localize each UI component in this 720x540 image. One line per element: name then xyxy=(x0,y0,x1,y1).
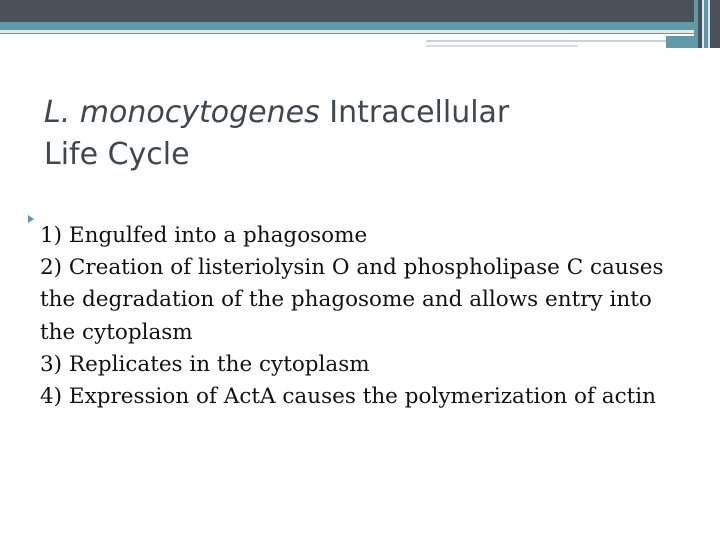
slide-title xyxy=(44,92,664,176)
decorative-rule-1 xyxy=(426,40,666,42)
corner-decoration xyxy=(694,0,720,48)
top-divider-line xyxy=(0,30,720,33)
top-header-bar xyxy=(0,0,720,22)
decorative-rule-2 xyxy=(426,45,578,47)
list-item: 4) Expression of ActA causes the polymerization of actin xyxy=(40,384,656,410)
bullet-marker-icon xyxy=(28,215,34,223)
top-accent-tail xyxy=(666,36,694,48)
list-item: 3) Replicates in the cytoplasm xyxy=(40,351,370,377)
title-text-part: Intracellular xyxy=(319,95,510,130)
list-item: 2) Creation of listeriolysin O and phospholipase C causes the degradation of the phagosome and allows entry into the cytoplasm xyxy=(40,255,664,345)
title-organism-name: L. monocytogenes xyxy=(44,95,320,130)
list-item: 1) Engulfed into a phagosome xyxy=(40,223,368,248)
slide-body xyxy=(40,220,690,413)
title-second-line: Life Cycle xyxy=(44,137,190,172)
